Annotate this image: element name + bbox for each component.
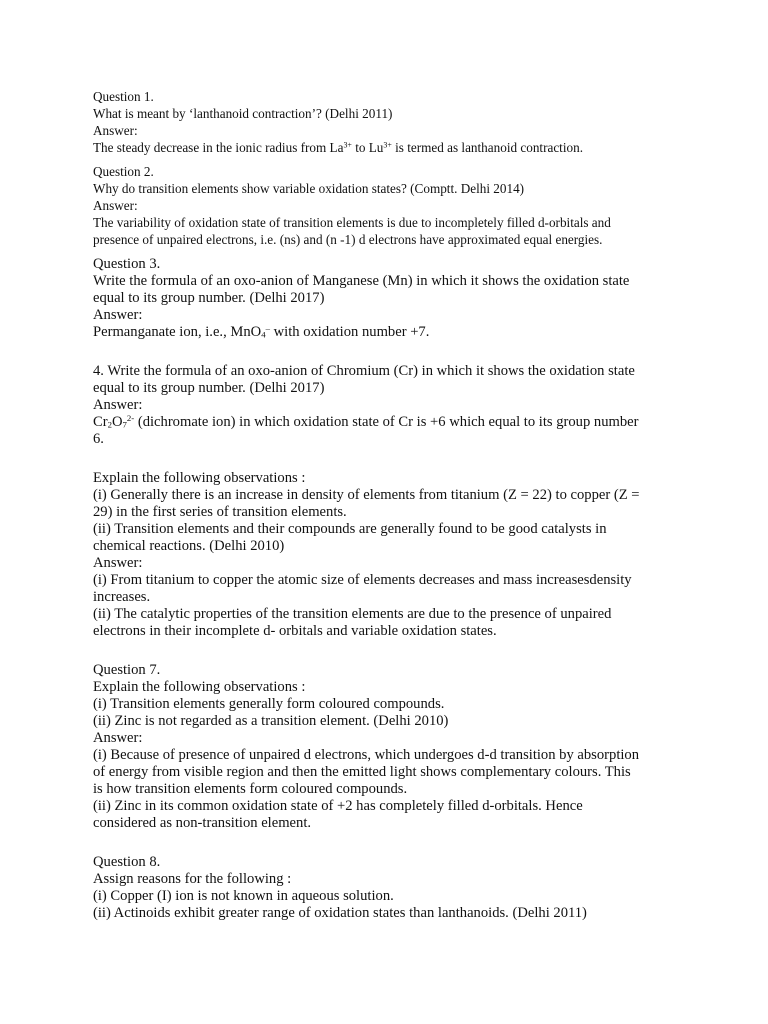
subscript: 4 — [261, 329, 266, 340]
observations-answer-ii-line: (ii) The catalytic properties of the transition elements are due to the presence of unpaired — [93, 606, 612, 622]
question-8-intro: Assign reasons for the following : — [93, 871, 292, 887]
observations-section — [93, 470, 683, 640]
question-4-answer-label: Answer: — [93, 397, 143, 413]
answer-text: Permanganate ion, i.e., MnO — [93, 324, 262, 340]
question-7-intro: Explain the following observations : — [93, 679, 306, 695]
question-4-answer-line: 6. — [93, 431, 104, 447]
question-3-title: Question 3. — [93, 256, 161, 272]
question-2-answer-label: Answer: — [93, 198, 138, 213]
question-8-section — [93, 854, 683, 922]
observations-answer-ii-line: electrons in their incomplete d- orbitals and variable oxidation states. — [93, 623, 497, 639]
question-2-answer-line: The variability of oxidation state of transition elements is due to incompletely filled d-orbitals and — [93, 215, 611, 230]
question-1-answer — [93, 139, 683, 156]
question-4-answer — [93, 414, 683, 431]
question-7-answer-ii-line: (ii) Zinc in its common oxidation state of +2 has completely filled d-orbitals. Hence — [93, 798, 583, 814]
observation-ii-line: chemical reactions. (Delhi 2010) — [93, 538, 285, 554]
question-1-title: Question 1. — [93, 89, 154, 104]
formula-text: Cr — [93, 414, 108, 430]
question-3-section — [93, 256, 683, 341]
question-8-title: Question 8. — [93, 854, 161, 870]
answer-text: (dichromate ion) in which oxidation state of Cr is +6 which equal to its group number — [134, 414, 639, 430]
answer-text: is termed as lanthanoid contraction. — [391, 140, 583, 155]
superscript: – — [265, 322, 270, 333]
observations-answer-label: Answer: — [93, 555, 143, 571]
question-7-title: Question 7. — [93, 662, 161, 678]
question-4-text-line: equal to its group number. (Delhi 2017) — [93, 380, 325, 396]
question-4-text-line: 4. Write the formula of an oxo-anion of Chromium (Cr) in which it shows the oxidation state — [93, 363, 635, 379]
observation-i-line: 29) in the first series of transition elements. — [93, 504, 347, 520]
subscript: 2 — [107, 419, 112, 430]
question-7-answer-i-line: is how transition elements form coloured compounds. — [93, 781, 408, 797]
question-7-answer-ii-line: considered as non-transition element. — [93, 815, 312, 831]
question-7-section — [93, 662, 683, 832]
question-7-answer-i-line: (i) Because of presence of unpaired d electrons, which undergoes d-d transition by absorption — [93, 747, 640, 763]
question-3-text-line: equal to its group number. (Delhi 2017) — [93, 290, 325, 306]
question-1-text: What is meant by ‘lanthanoid contraction’? (Delhi 2011) — [93, 106, 393, 121]
question-7-answer-i-line: of energy from visible region and then the emitted light shows complementary colours. This — [93, 764, 631, 780]
question-3-answer-label: Answer: — [93, 307, 143, 323]
question-2-title: Question 2. — [93, 164, 154, 179]
question-7-part-ii: (ii) Zinc is not regarded as a transition element. (Delhi 2010) — [93, 713, 449, 729]
answer-text: The steady decrease in the ionic radius from La — [93, 140, 344, 155]
question-8-part-i: (i) Copper (I) ion is not known in aqueous solution. — [93, 888, 394, 904]
question-8-part-ii: (ii) Actinoids exhibit greater range of oxidation states than lanthanoids. (Delhi 2011) — [93, 905, 587, 921]
formula-text: O — [111, 414, 123, 430]
observations-answer-i-line: (i) From titanium to copper the atomic size of elements decreases and mass increasesdensity — [93, 572, 632, 588]
observations-intro: Explain the following observations : — [93, 470, 306, 486]
question-2-section — [93, 163, 683, 248]
answer-text: with oxidation number +7. — [269, 324, 430, 340]
superscript: 2- — [126, 412, 135, 423]
question-7-part-i: (i) Transition elements generally form coloured compounds. — [93, 696, 445, 712]
question-4-section — [93, 363, 683, 448]
question-7-answer-label: Answer: — [93, 730, 143, 746]
observation-ii-line: (ii) Transition elements and their compounds are generally found to be good catalysts in — [93, 521, 607, 537]
answer-text: to Lu — [351, 140, 384, 155]
question-3-text-line: Write the formula of an oxo-anion of Manganese (Mn) in which it shows the oxidation state — [93, 273, 630, 289]
superscript: 3+ — [343, 140, 352, 150]
question-2-text: Why do transition elements show variable oxidation states? (Comptt. Delhi 2014) — [93, 181, 525, 196]
superscript: 3+ — [383, 140, 392, 150]
observation-i-line: (i) Generally there is an increase in density of elements from titanium (Z = 22) to copper (Z = — [93, 487, 640, 503]
question-1-answer-label: Answer: — [93, 123, 138, 138]
subscript: 7 — [122, 419, 127, 430]
observations-answer-i-line: increases. — [93, 589, 151, 605]
question-2-answer-line: presence of unpaired electrons, i.e. (ns) and (n -1) d electrons have approximated equal energies. — [93, 232, 603, 247]
question-3-answer — [93, 324, 683, 341]
question-1-section — [93, 88, 683, 156]
